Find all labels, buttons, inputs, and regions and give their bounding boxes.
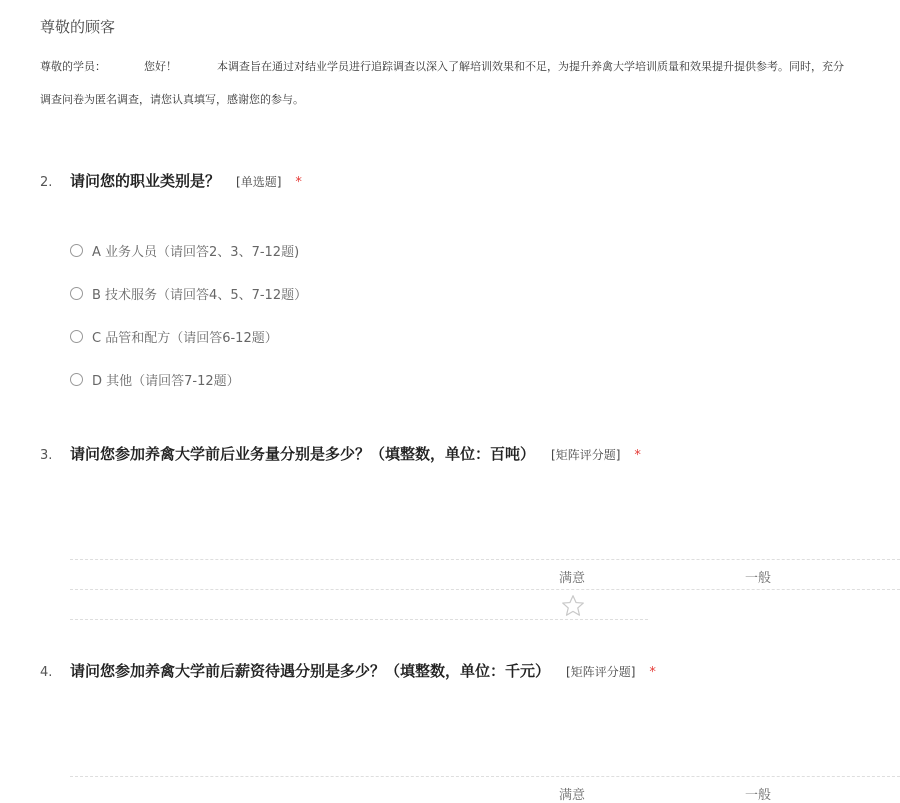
- star-outline-icon[interactable]: [560, 593, 586, 619]
- intro-hello: 您好！: [144, 60, 177, 73]
- matrix-divider: [70, 776, 900, 777]
- question-type: [矩阵评分题]: [551, 448, 621, 462]
- option-a[interactable]: [70, 241, 299, 260]
- option-b[interactable]: [70, 284, 307, 303]
- intro-line-2: 调查问卷为匿名调查，请您认真填写，感谢您的参与。: [40, 93, 304, 106]
- matrix-column-average: 一般: [745, 571, 772, 586]
- question-number: 2.: [40, 175, 53, 190]
- greeting: 尊敬的顾客: [40, 18, 116, 36]
- option-d[interactable]: [70, 370, 240, 389]
- radio-circle-icon[interactable]: [70, 244, 83, 257]
- intro-text: 本调查旨在通过对结业学员进行追踪调查以深入了解培训效果和不足，为提升养禽大学培训质量和效果提升提供参考。同时，充分: [217, 60, 844, 73]
- matrix-divider: [70, 559, 900, 560]
- question-type: [矩阵评分题]: [566, 665, 636, 679]
- matrix-column-satisfied: 满意: [559, 788, 586, 803]
- question-text: 请问您参加养禽大学前后业务量分别是多少？（填整数，单位：百吨）: [70, 445, 536, 463]
- option-c[interactable]: [70, 327, 278, 346]
- radio-circle-icon[interactable]: [70, 287, 83, 300]
- matrix-column-average: 一般: [745, 788, 772, 803]
- matrix-divider: [70, 589, 900, 590]
- question-text: 请问您的职业类别是？: [70, 172, 221, 190]
- radio-circle-icon[interactable]: [70, 373, 83, 386]
- required-marker: *: [634, 448, 641, 463]
- question-number: 3.: [40, 448, 53, 463]
- question-type: [单选题]: [236, 175, 282, 189]
- question-number: 4.: [40, 665, 53, 680]
- question-text: 请问您参加养禽大学前后薪资待遇分别是多少？（填整数，单位：千元）: [70, 662, 551, 680]
- required-marker: *: [295, 175, 302, 190]
- option-label: D 其他（请回答7-12题）: [92, 374, 240, 389]
- intro-addressee: 尊敬的学员：: [40, 60, 106, 73]
- option-label: C 品管和配方（请回答6-12题）: [92, 331, 278, 346]
- radio-circle-icon[interactable]: [70, 330, 83, 343]
- matrix-divider: [70, 619, 648, 620]
- question-2-title: [40, 170, 302, 191]
- option-label: A 业务人员（请回答2、3、7-12题): [92, 245, 300, 260]
- intro-line-1: [40, 58, 844, 74]
- question-4-title: [40, 660, 656, 681]
- question-3-title: [40, 443, 641, 464]
- required-marker: *: [649, 665, 656, 680]
- matrix-column-satisfied: 满意: [559, 571, 586, 586]
- option-label: B 技术服务（请回答4、5、7-12题）: [92, 288, 308, 303]
